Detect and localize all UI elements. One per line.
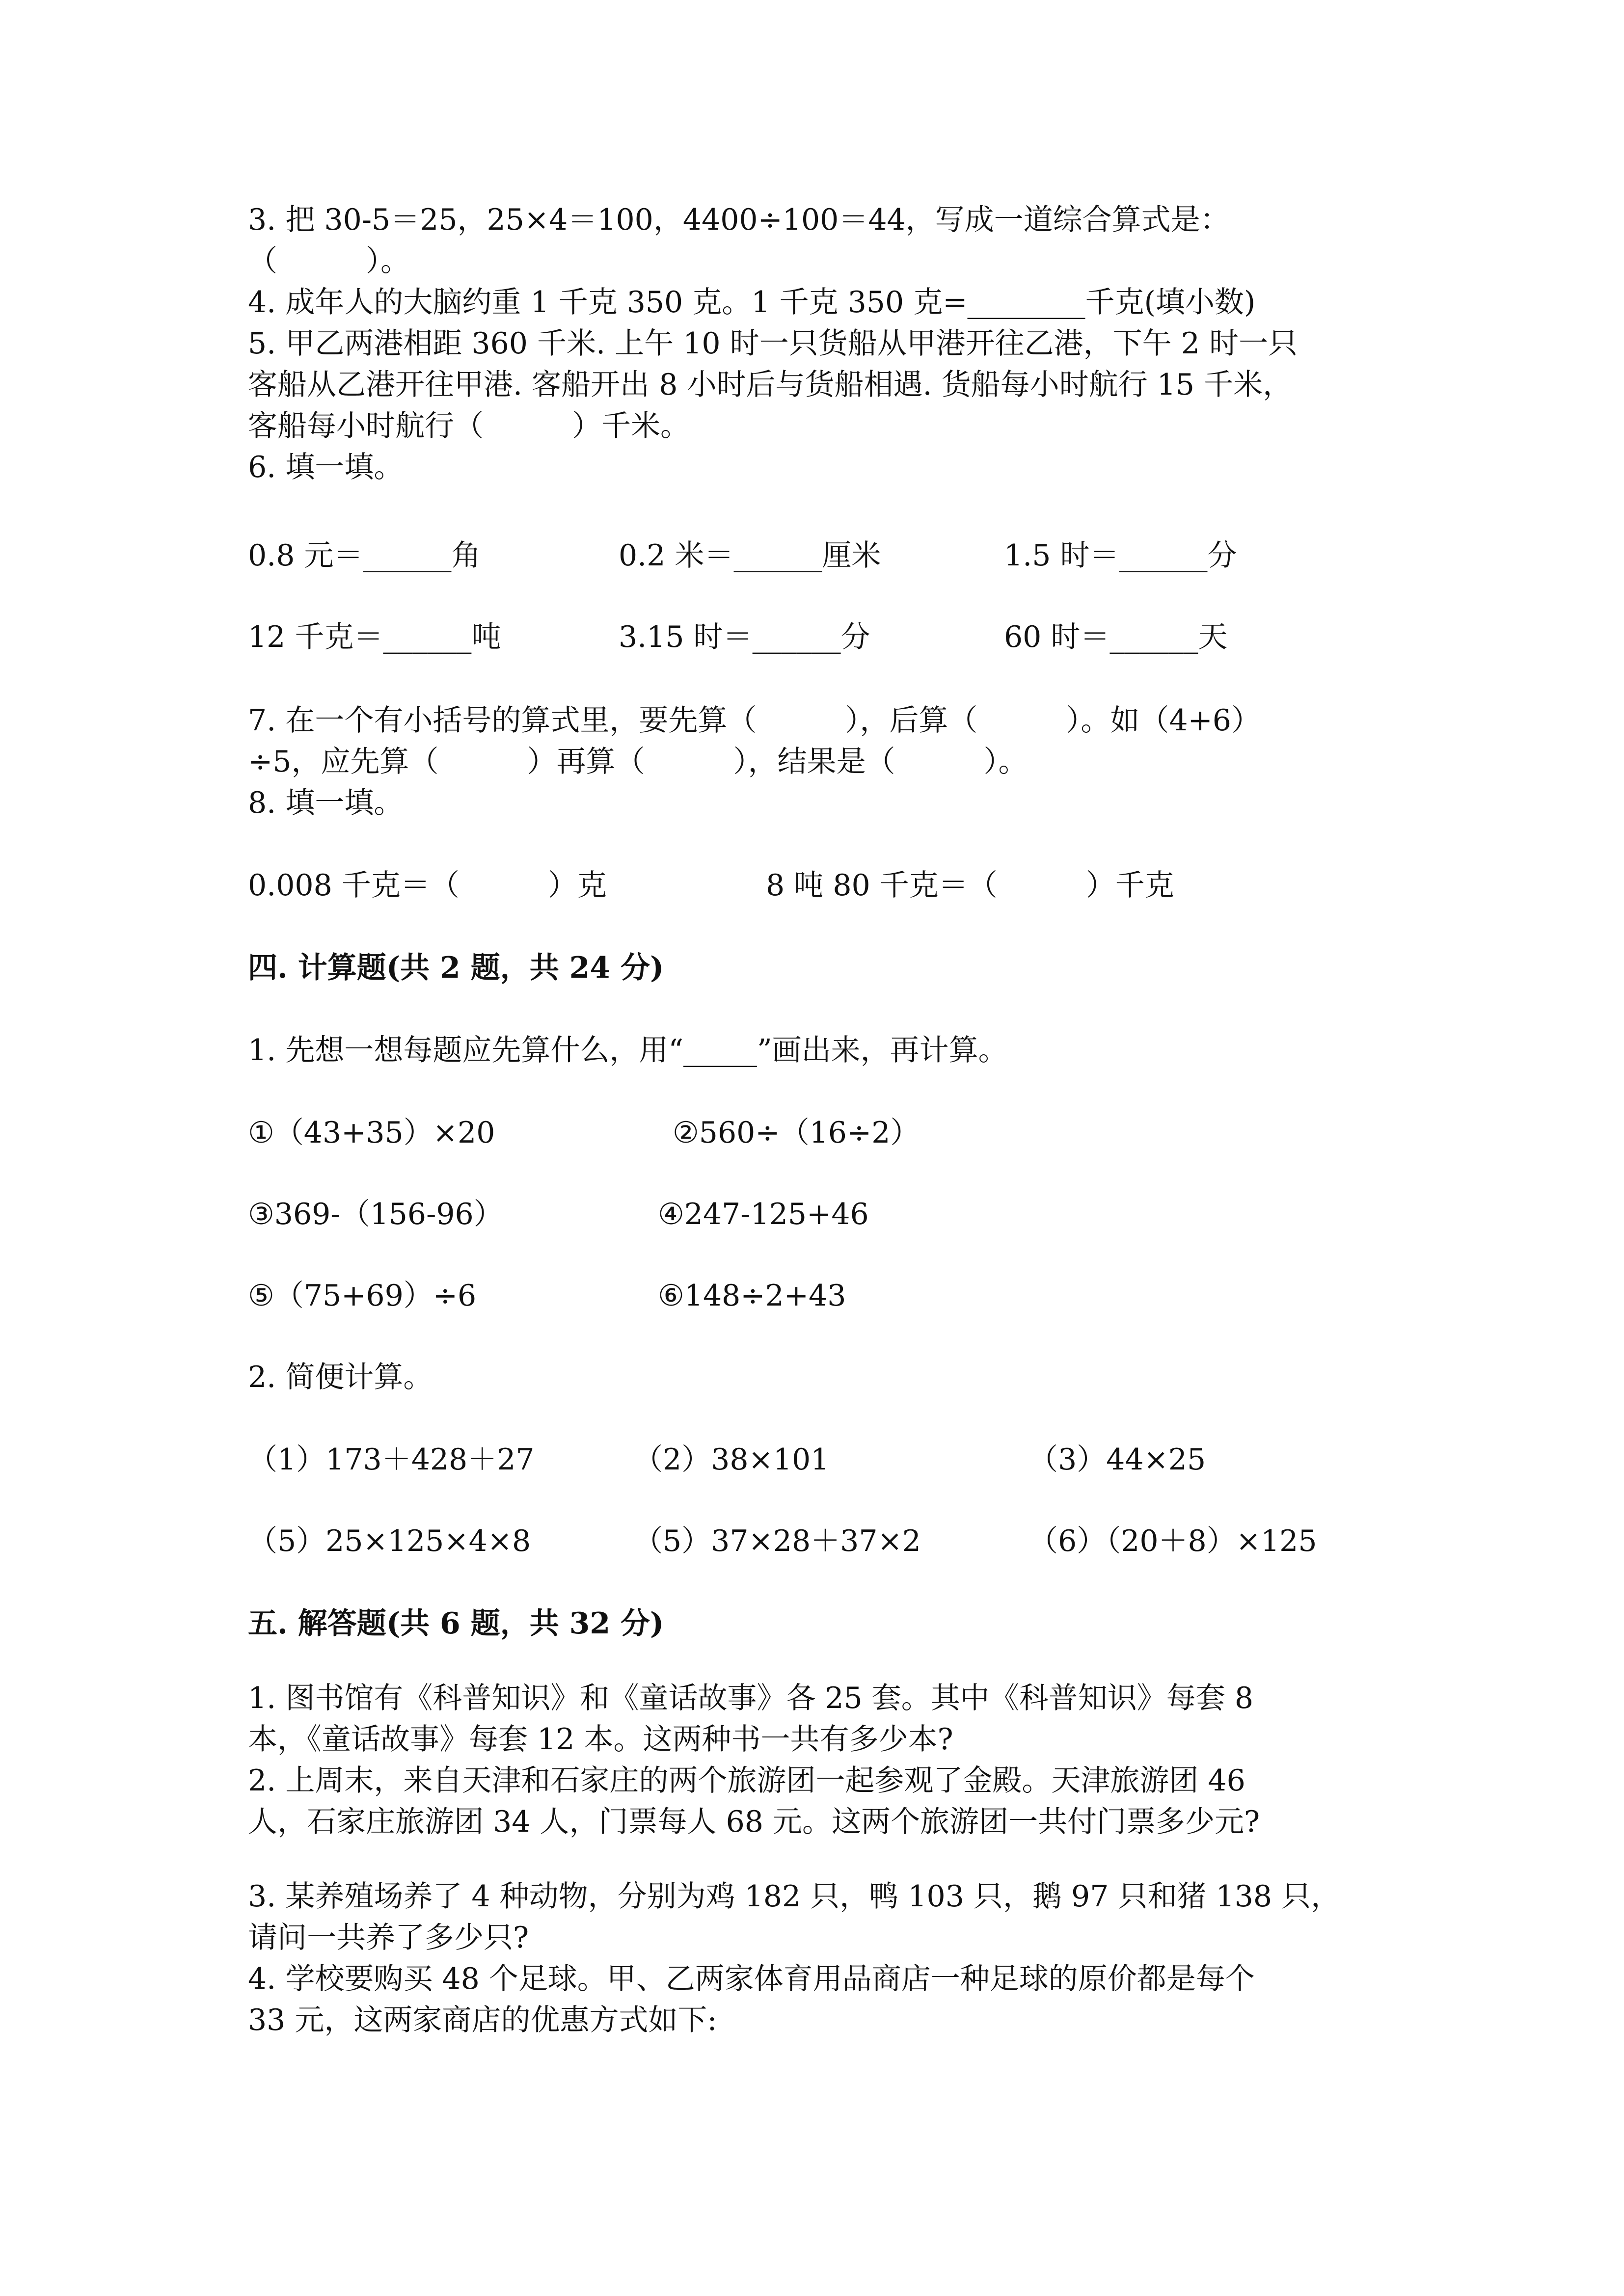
- q3-line1: 3. 把 30-5＝25，25×4＝100，4400÷100＝44，写成一道综合算式是：: [248, 203, 1230, 237]
- q6-r2-c2: 3.15 时＝______分: [619, 620, 870, 654]
- q3-line2: （ ）。: [248, 244, 410, 278]
- s4-q2-item: （2）38×101: [633, 1442, 830, 1477]
- s5-q1-line2: 本，《童话故事》每套 12 本。这两种书一共有多少本?: [248, 1722, 953, 1757]
- s4-q2-item: （5）37×28＋37×2: [633, 1524, 921, 1558]
- s5-q3-line1: 3. 某养殖场养了 4 种动物，分别为鸡 182 只，鸭 103 只，鹅 97 只和猪 138 只，: [248, 1879, 1341, 1914]
- s5-q3-line2: 请问一共养了多少只?: [248, 1921, 529, 1955]
- q6-r1-c3: 1.5 时＝______分: [1004, 538, 1237, 573]
- q7-line1: 7. 在一个有小括号的算式里，要先算（ ），后算（ ）。如（4+6）: [248, 703, 1261, 738]
- q6-r2-c1: 12 千克＝______吨: [248, 620, 501, 654]
- s4-q2-item: （5）25×125×4×8: [248, 1524, 531, 1558]
- s4-q1-item: ⑥148÷2+43: [658, 1279, 846, 1313]
- q8-r1-c2: 8 吨 80 千克＝（ ）千克: [766, 868, 1174, 903]
- q5-line1: 5. 甲乙两港相距 360 千米. 上午 10 时一只货船从甲港开往乙港，下午 2 时一只: [248, 326, 1298, 361]
- q5-line2: 客船从乙港开往甲港. 客船开出 8 小时后与货船相遇. 货船每小时航行 15 千米，: [248, 368, 1293, 402]
- section5-heading: 五. 解答题(共 6 题，共 32 分): [248, 1606, 664, 1641]
- s4-q1-item: ②560÷（16÷2）: [673, 1116, 920, 1150]
- section4-heading: 四. 计算题(共 2 题，共 24 分): [248, 951, 664, 985]
- s5-q2-line1: 2. 上周末，来自天津和石家庄的两个旅游团一起参观了金殿。天津旅游团 46: [248, 1763, 1245, 1798]
- s5-q1-line1: 1. 图书馆有《科普知识》和《童话故事》各 25 套。其中《科普知识》每套 8: [248, 1681, 1254, 1715]
- s4-q2-item: （1）173＋428＋27: [248, 1442, 535, 1477]
- s4-q1-item: ④247-125+46: [658, 1197, 869, 1231]
- s4-q1-title: 1. 先想一想每题应先算什么，用“_____”画出来，再计算。: [248, 1033, 1008, 1068]
- s4-q2-item: （3）44×25: [1029, 1442, 1206, 1477]
- q6-title: 6. 填一填。: [248, 450, 404, 484]
- q5-line3: 客船每小时航行（ ）千米。: [248, 409, 690, 443]
- s4-q1-item: ⑤（75+69）÷6: [248, 1279, 477, 1313]
- q6-r1-c2: 0.2 米＝______厘米: [619, 538, 881, 573]
- s5-q2-line2: 人，石家庄旅游团 34 人，门票每人 68 元。这两个旅游团一共付门票多少元?: [248, 1805, 1260, 1839]
- s4-q1-item: ③369-（156-96）: [248, 1197, 503, 1231]
- s5-q4-line2: 33 元，这两家商店的优惠方式如下:: [248, 2003, 717, 2037]
- q7-line2: ÷5，应先算（ ）再算（ ），结果是（ ）。: [248, 745, 1028, 779]
- q8-r1-c1: 0.008 千克＝（ ）克: [248, 868, 607, 903]
- q8-title: 8. 填一填。: [248, 786, 404, 820]
- q4-text: 4. 成年人的大脑约重 1 千克 350 克。1 千克 350 克=________千克(填小数): [248, 285, 1256, 320]
- s5-q4-line1: 4. 学校要购买 48 个足球。甲、乙两家体育用品商店一种足球的原价都是每个: [248, 1962, 1255, 1996]
- s4-q2-item: （6）（20＋8）×125: [1029, 1524, 1317, 1558]
- s4-q1-item: ①（43+35）×20: [248, 1116, 495, 1150]
- q6-r1-c1: 0.8 元＝______角: [248, 538, 481, 573]
- q6-r2-c3: 60 时＝______天: [1004, 620, 1228, 654]
- s4-q2-title: 2. 简便计算。: [248, 1360, 433, 1394]
